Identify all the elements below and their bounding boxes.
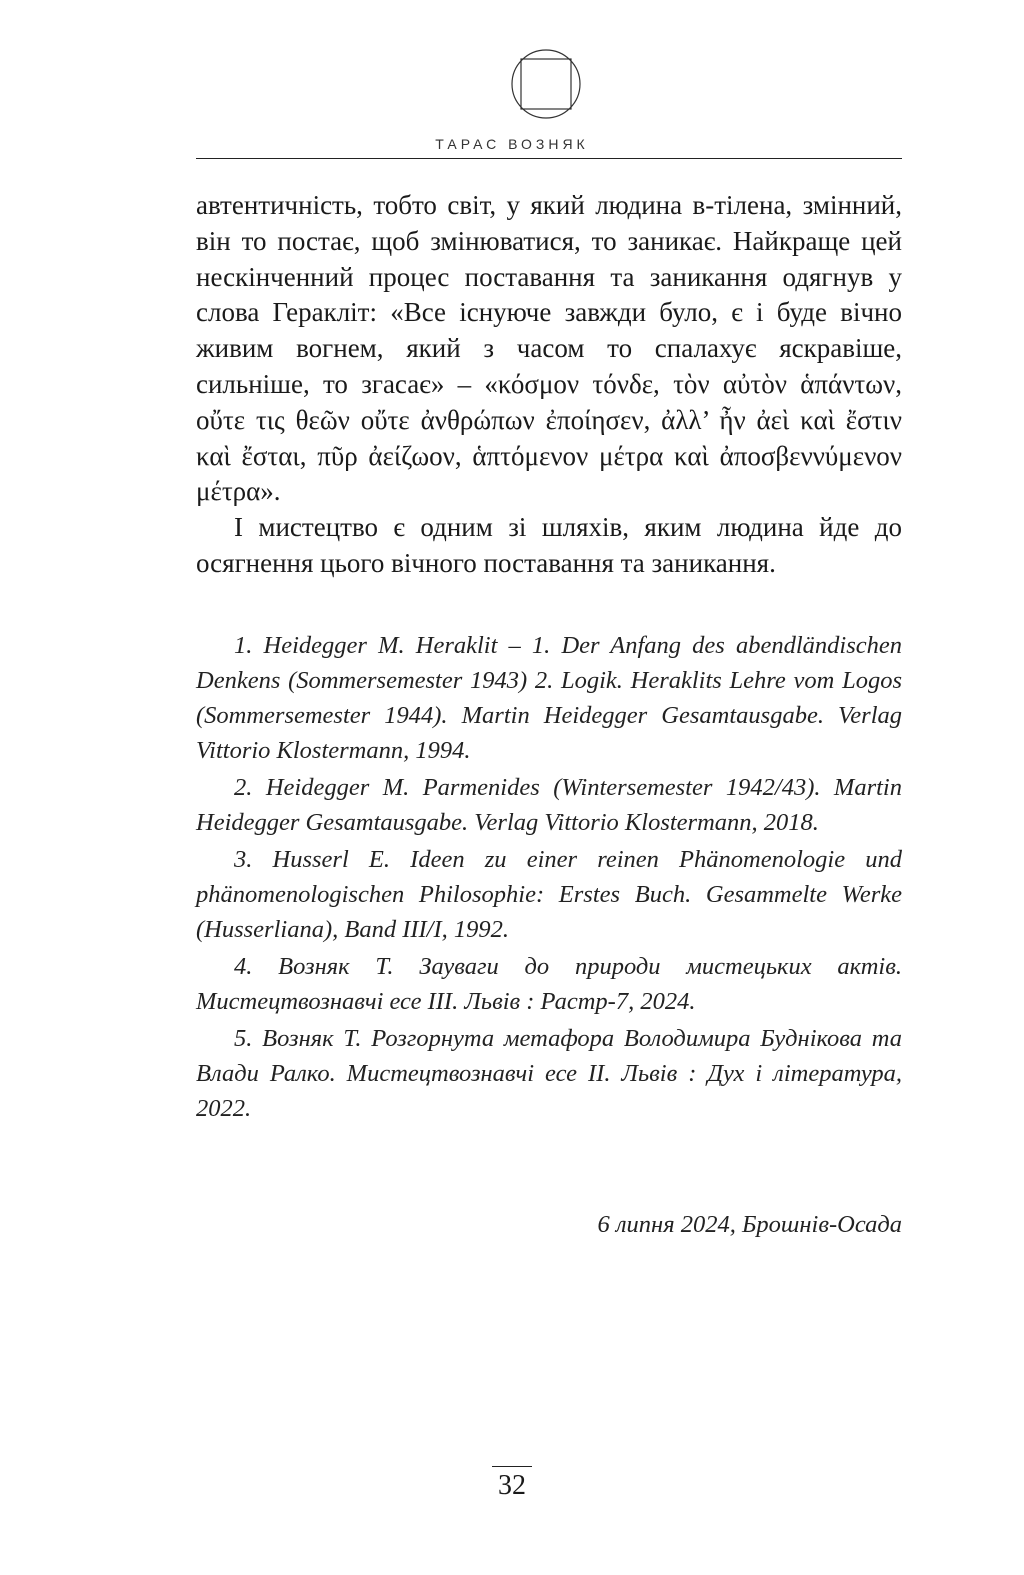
running-header-author: ТАРАС ВОЗНЯК: [435, 136, 589, 152]
page-number-container: [0, 1466, 1024, 1502]
main-text: [196, 188, 902, 582]
reference-item: 3. Husserl E. Ideen zu einer reinen Phänomenologie und phänomenologischen Philosophie: Erstes Buch. Gesammelte Werke (Husserliana), Band III/I, 1992.: [196, 846, 902, 943]
body-paragraph: автентичність, тобто світ, у який людина в-тілена, змінний, він то постає, щоб змінюватися, то заникає. Найкраще цей нескінченний процес поставання та заникання одягнув у слова Геракліт: «Все існуюче завжди було, є і буде вічно живим вогнем, який з часом то спалахує яскравіше, сильніше, то згасає» – «κόσμον τόνδε, τὸν αὐτὸν ἁπάντων, οὔτε τις θεῶν οὔτε ἀνθρώπων ἐποίησεν, ἀλλ’ ἦν ἀεὶ καὶ ἔστιν καὶ ἔσται, πῦρ ἀείζωον, ἁπτόμενον μέτρα καὶ ἀποσβεννύμενον μέτρα».: [196, 190, 902, 507]
date-place-line: 6 липня 2024, Брошнів-Осада: [597, 1211, 902, 1238]
circle-square-logo-icon: [510, 48, 582, 120]
page-number: 32: [492, 1466, 532, 1502]
reference-item: 1. Heidegger M. Heraklit – 1. Der Anfang des abendländischen Denkens (Sommersemester 1943) 2. Logik. Heraklits Lehre vom Logos (Sommersemester 1944). Martin Heidegger Gesamtausgabe. Verlag Vittorio Klostermann, 1994.: [196, 632, 902, 764]
body-paragraph: І мистецтво є одним зі шляхів, яким людина йде до осягнення цього вічного поставання та заникання.: [196, 512, 902, 578]
header-divider: [196, 158, 902, 159]
reference-item: 5. Возняк Т. Розгорнута метафора Володимира Буднікова та Влади Ралко. Мистецтвознавчі есе II. Львів : Дух і література, 2022.: [196, 1025, 902, 1122]
reference-item: 4. Возняк Т. Зауваги до природи мистецьких актів. Мистецтвознавчі есе III. Львів : Растр-7, 2024.: [196, 953, 902, 1015]
reference-item: 2. Heidegger M. Parmenides (Wintersemester 1942/43). Martin Heidegger Gesamtausgabe. Verlag Vittorio Klostermann, 2018.: [196, 774, 902, 836]
references-list: [196, 628, 902, 1128]
